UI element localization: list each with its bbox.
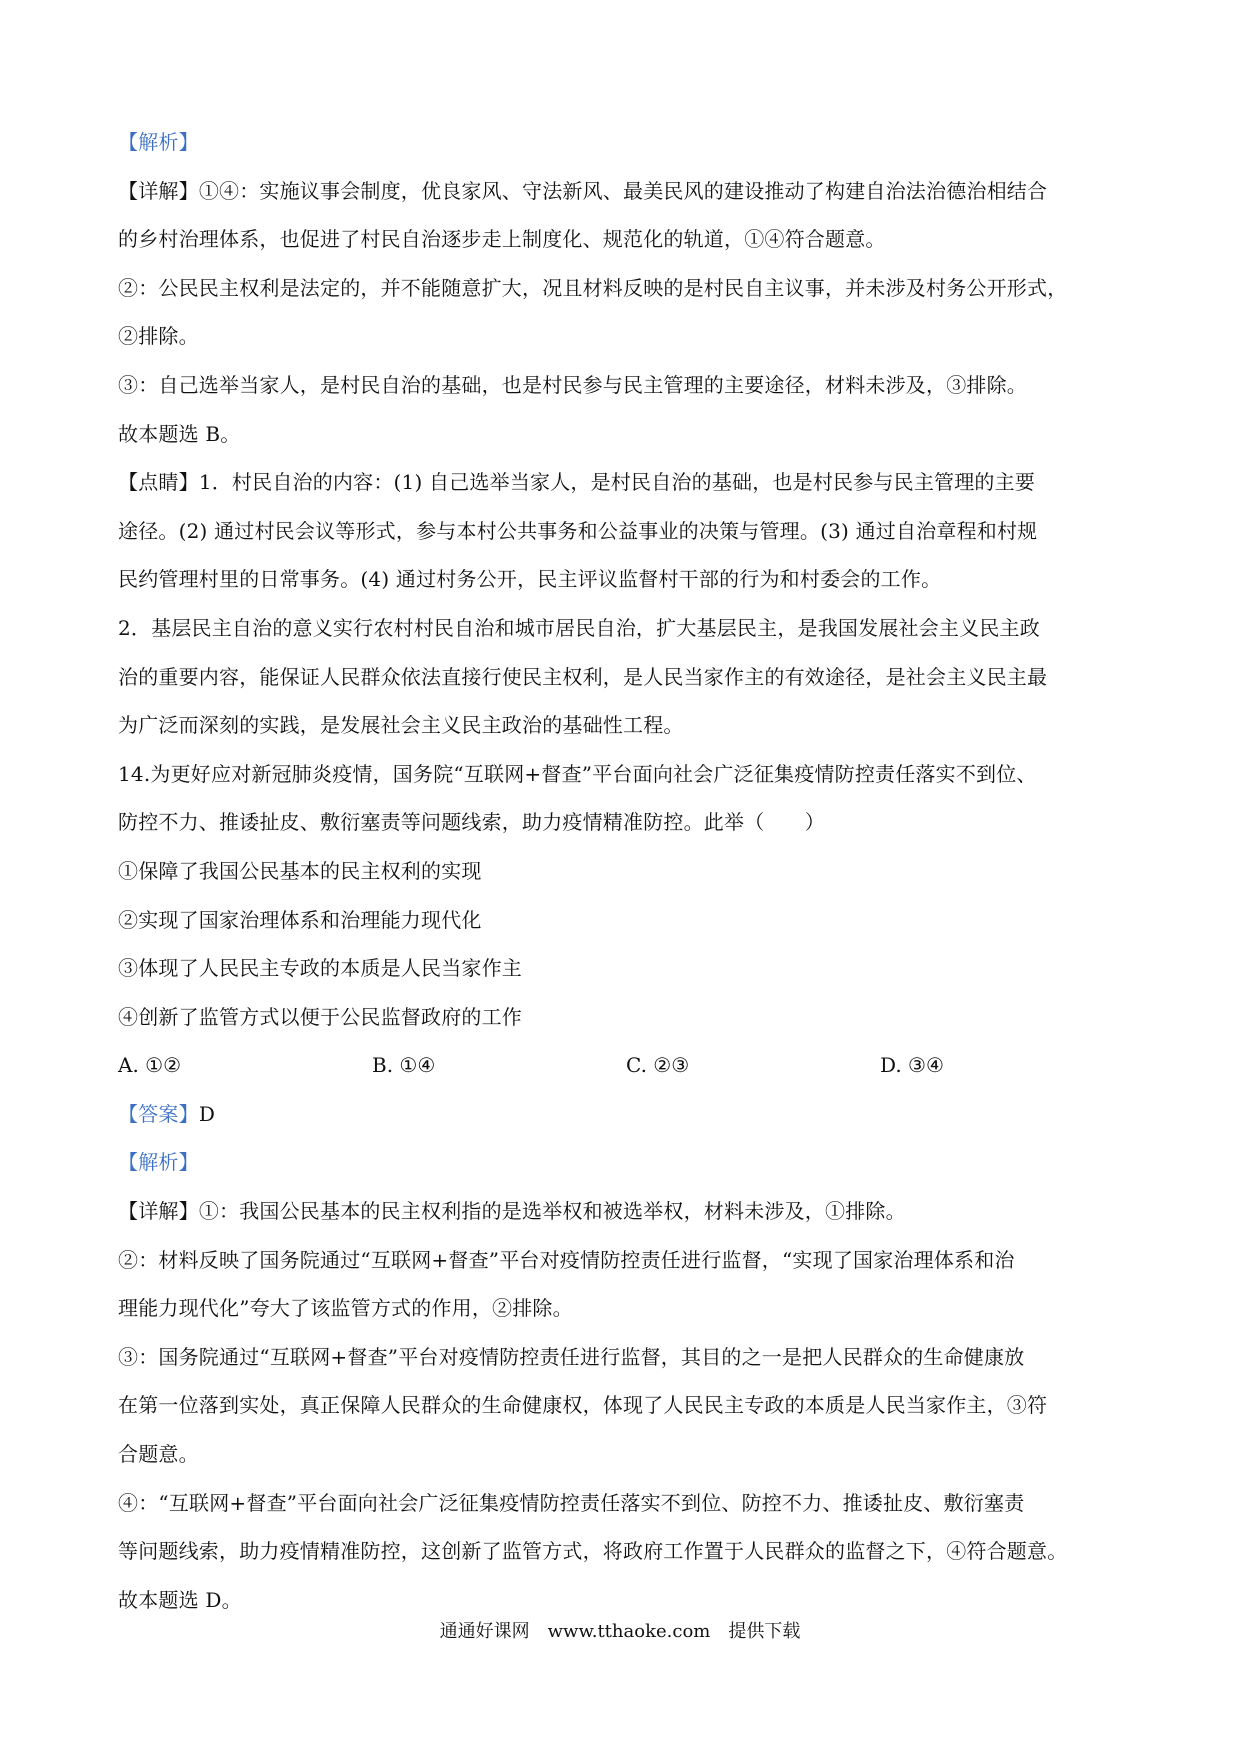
answer-value: D [198,1101,216,1126]
q14-statement-3: ③体现了人民民主专政的本质是人民当家作主 [118,956,522,981]
q13-conclusion: 故本题选 B。 [118,421,241,446]
q13-detail-line-5: ③：自己选举当家人，是村民自治的基础，也是村民参与民主管理的主要途径，材料未涉及，③排除。 [118,372,1027,397]
q13-tip-line-6: 为广泛而深刻的实践，是发展社会主义民主政治的基础性工程。 [118,713,684,738]
q14-stem-line-1: 14.为更好应对新冠肺炎疫情，国务院“互联网+督查”平台面向社会广泛征集疫情防控责任落实不到位、 [118,761,1037,786]
q13-detail-line-1: 【详解】①④：实施议事会制度，优良家风、守法新风、最美民风的建设推动了构建自治法治德治相结合 [118,178,1048,203]
tip-tag: 【点睛】 [118,470,199,495]
q13-tip-line-2: 途径。(2) 通过村民会议等形式，参与本村公共事务和公益事业的决策与管理。(3) 通过自治章程和村规 [118,518,1038,543]
q14-analysis-tag: 【解析】 [118,1150,199,1175]
option-b: B. ①④ [372,1053,436,1078]
q14-detail-line-2: ②：材料反映了国务院通过“互联网+督查”平台对疫情防控责任进行监督，“实现了国家治理体系和治 [118,1247,1015,1272]
q13-detail-line-2: 的乡村治理体系，也促进了村民自治逐步走上制度化、规范化的轨道，①④符合题意。 [118,227,886,252]
option-a: A. ①② [118,1053,182,1078]
q14-conclusion: 故本题选 D。 [118,1587,242,1612]
q13-analysis-tag: 【解析】 [118,130,199,154]
q14-detail-line-1: 【详解】①：我国公民基本的民主权利指的是选举权和被选举权，材料未涉及，①排除。 [118,1199,906,1224]
q13-detail-line-4: ②排除。 [118,324,199,349]
q14-detail-line-5: 在第一位落到实处，真正保障人民群众的生命健康权，体现了人民民主专政的本质是人民当家作主，③符 [118,1393,1048,1418]
q13-tip-line-3: 民约管理村里的日常事务。(4) 通过村务公开，民主评议监督村干部的行为和村委会的工作。 [118,567,942,592]
page-footer: 通通好课网 www.tthaoke.com 提供下载 [439,1621,801,1642]
q14-stem-line-2: 防控不力、推诿扯皮、敷衍塞责等问题线索，助力疫情精准防控。此举（ ） [118,810,825,835]
q14-detail-line-8: 等问题线索，助力疫情精准防控，这创新了监管方式，将政府工作置于人民群众的监督之下，④符合题意。 [118,1539,1068,1564]
q14-detail-line-4: ③：国务院通过“互联网+督查”平台对疫情防控责任进行监督，其目的之一是把人民群众的生命健康放 [118,1344,1025,1369]
detail-tag: 【详解】 [118,1199,199,1224]
option-d: D. ③④ [880,1053,944,1078]
q13-tip-line-1: 【点睛】1．村民自治的内容：(1) 自己选举当家人，是村民自治的基础，也是村民参与民主管理的主要 [118,470,1036,495]
q14-options [118,1051,1128,1100]
q14-detail-line-7: ④：“互联网+督查”平台面向社会广泛征集疫情防控责任落实不到位、防控不力、推诿扯皮、敷衍塞责 [118,1490,1025,1515]
q14-statement-1: ①保障了我国公民基本的民主权利的实现 [118,858,482,883]
detail-tag: 【详解】 [118,178,199,203]
q14-answer-line [118,1100,1128,1149]
answer-tag: 【答案】 [118,1101,199,1126]
q14-statement-2: ②实现了国家治理体系和治理能力现代化 [118,907,482,932]
page-content [118,128,1128,1634]
q14-statement-4: ④创新了监管方式以便于公民监督政府的工作 [118,1004,522,1029]
q14-detail-line-6: 合题意。 [118,1442,199,1467]
q13-tip-line-5: 治的重要内容，能保证人民群众依法直接行使民主权利，是人民当家作主的有效途径，是社会主义民主最 [118,664,1048,689]
q14-detail-line-3: 理能力现代化”夸大了该监管方式的作用，②排除。 [118,1296,573,1321]
q13-tip-line-4: 2．基层民主自治的意义实行农村村民自治和城市居民自治，扩大基层民主，是我国发展社会主义民主政 [118,615,1040,640]
q13-detail-line-3: ②：公民民主权利是法定的，并不能随意扩大，况且材料反映的是村民自主议事，并未涉及村务公开形式， [118,275,1068,300]
option-c: C. ②③ [626,1053,690,1078]
